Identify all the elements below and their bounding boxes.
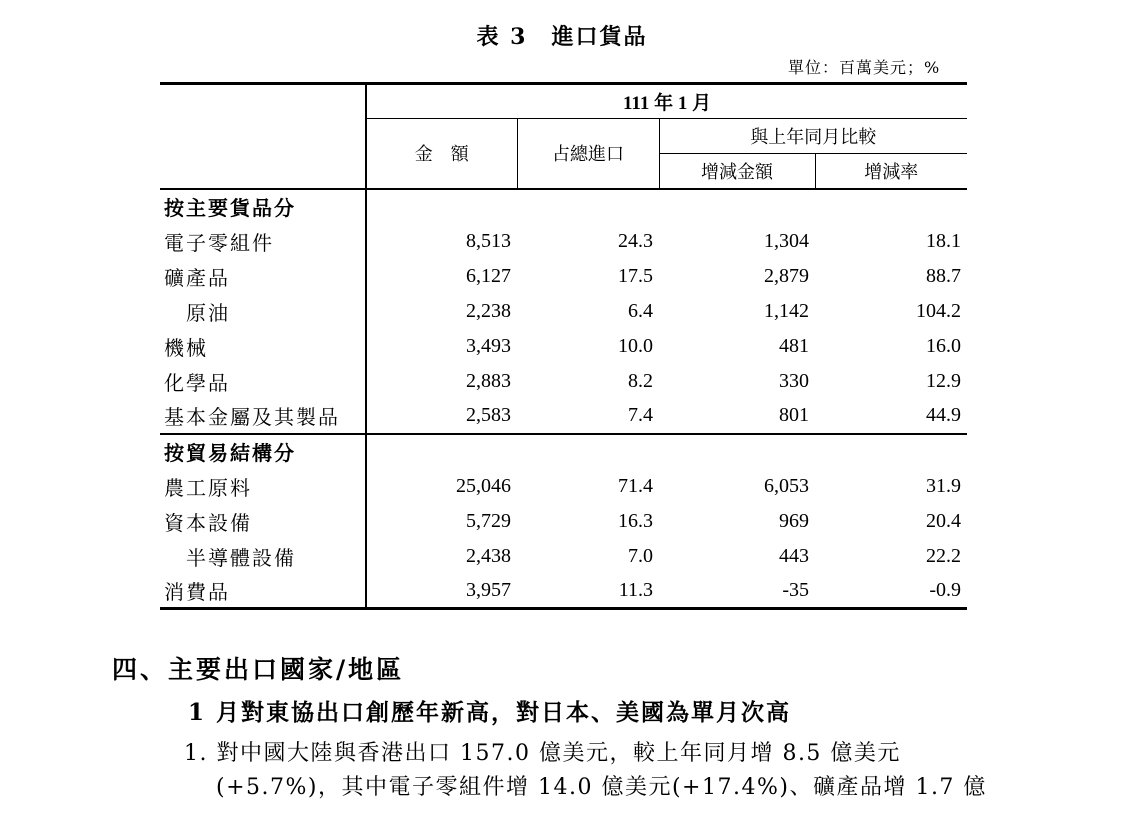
share-cell: 7.4 <box>628 404 653 426</box>
amount-cell: 2,238 <box>366 294 517 329</box>
row-label: 半導體設備 <box>186 545 296 570</box>
amount-cell: 25,046 <box>366 469 517 504</box>
amount-cell: 5,729 <box>366 504 517 539</box>
paragraph-line-1: 1. 對中國大陸與香港出口 157.0 億美元，較上年同月增 8.5 億美元 <box>184 741 901 766</box>
import-goods-table <box>160 82 967 610</box>
row-label: 消費品 <box>160 574 366 609</box>
change-rate-cell: 18.1 <box>926 229 962 252</box>
amount-cell: 2,438 <box>366 539 517 574</box>
amount-cell: 2,883 <box>366 364 517 399</box>
change-rate-cell: 20.4 <box>926 509 962 532</box>
change-amount-cell: 801 <box>779 404 809 426</box>
section-row <box>160 434 967 469</box>
change-rate-cell: 22.2 <box>926 544 962 567</box>
share-cell: 24.3 <box>618 229 653 252</box>
row-label: 機械 <box>164 335 208 360</box>
row-label: 礦產品 <box>164 265 230 290</box>
table-row <box>160 329 967 364</box>
table-row <box>160 539 967 574</box>
section-title: 按主要貨品分 <box>160 189 366 224</box>
change-amount-cell: 6,053 <box>764 474 809 497</box>
change-rate-cell: 12.9 <box>926 369 962 392</box>
change-amount-cell: 1,142 <box>764 299 809 322</box>
change-rate-cell: 44.9 <box>926 404 962 426</box>
change-amount-header: 增減金額 <box>659 154 815 189</box>
change-amount-cell: 969 <box>779 509 809 532</box>
amount-cell: 6,127 <box>366 259 517 294</box>
section-heading: 四、主要出口國家/地區 <box>112 655 405 684</box>
amount-cell: 8,513 <box>366 224 517 259</box>
change-amount-cell: 481 <box>779 334 809 357</box>
change-amount-cell: 1,304 <box>764 229 809 252</box>
row-label: 農工原料 <box>164 475 252 500</box>
period-header: 111 年 1 月 <box>366 84 967 119</box>
change-rate-cell: 31.9 <box>926 474 962 497</box>
table-row <box>160 294 967 329</box>
change-amount-cell: 330 <box>779 369 809 392</box>
change-rate-cell: 88.7 <box>926 264 962 287</box>
table-title: 表 3 進口貨品 <box>476 24 648 50</box>
table-row <box>160 364 967 399</box>
row-label: 基本金屬及其製品 <box>164 405 340 429</box>
change-rate-cell: 104.2 <box>916 299 962 322</box>
compare-header: 與上年同月比較 <box>659 119 967 154</box>
amount-cell: 2,583 <box>366 399 517 434</box>
table-row <box>160 259 967 294</box>
share-header: 占總進口 <box>517 119 659 189</box>
share-cell: 10.0 <box>618 334 653 357</box>
amount-header: 金 額 <box>366 119 517 189</box>
change-rate-cell: -0.9 <box>815 574 967 609</box>
share-cell: 6.4 <box>628 299 653 322</box>
row-label: 資本設備 <box>164 510 252 535</box>
share-cell: 71.4 <box>618 474 653 497</box>
change-amount-cell: 443 <box>779 544 809 567</box>
table-row <box>160 504 967 539</box>
row-label: 化學品 <box>164 370 230 395</box>
table-row <box>160 399 967 434</box>
row-label: 電子零組件 <box>164 230 274 255</box>
table-row <box>160 224 967 259</box>
change-amount-cell: 2,879 <box>764 264 809 287</box>
change-rate-header: 增減率 <box>815 154 967 189</box>
share-cell: 16.3 <box>618 509 653 532</box>
sub-heading: 1 月對東協出口創歷年新高，對日本、美國為單月次高 <box>188 699 792 726</box>
amount-cell: 3,493 <box>366 329 517 364</box>
share-cell: 11.3 <box>517 574 659 609</box>
section-title: 按貿易結構分 <box>160 434 366 469</box>
table-row <box>160 469 967 504</box>
paragraph-line-2: (+5.7%)，其中電子零組件增 14.0 億美元(+17.4%)、礦產品增 1.7 億 <box>216 775 987 800</box>
share-cell: 8.2 <box>628 369 653 392</box>
corner-cell <box>160 84 366 119</box>
row-label: 原油 <box>186 300 230 325</box>
share-cell: 17.5 <box>618 264 653 287</box>
change-rate-cell: 16.0 <box>926 334 962 357</box>
share-cell: 7.0 <box>628 544 653 567</box>
amount-cell: 3,957 <box>366 574 517 609</box>
section-row <box>160 189 967 224</box>
change-amount-cell: -35 <box>659 574 815 609</box>
table-row <box>160 574 967 609</box>
table-body <box>160 189 967 609</box>
unit-note: 單位：百萬美元；% <box>788 58 941 77</box>
